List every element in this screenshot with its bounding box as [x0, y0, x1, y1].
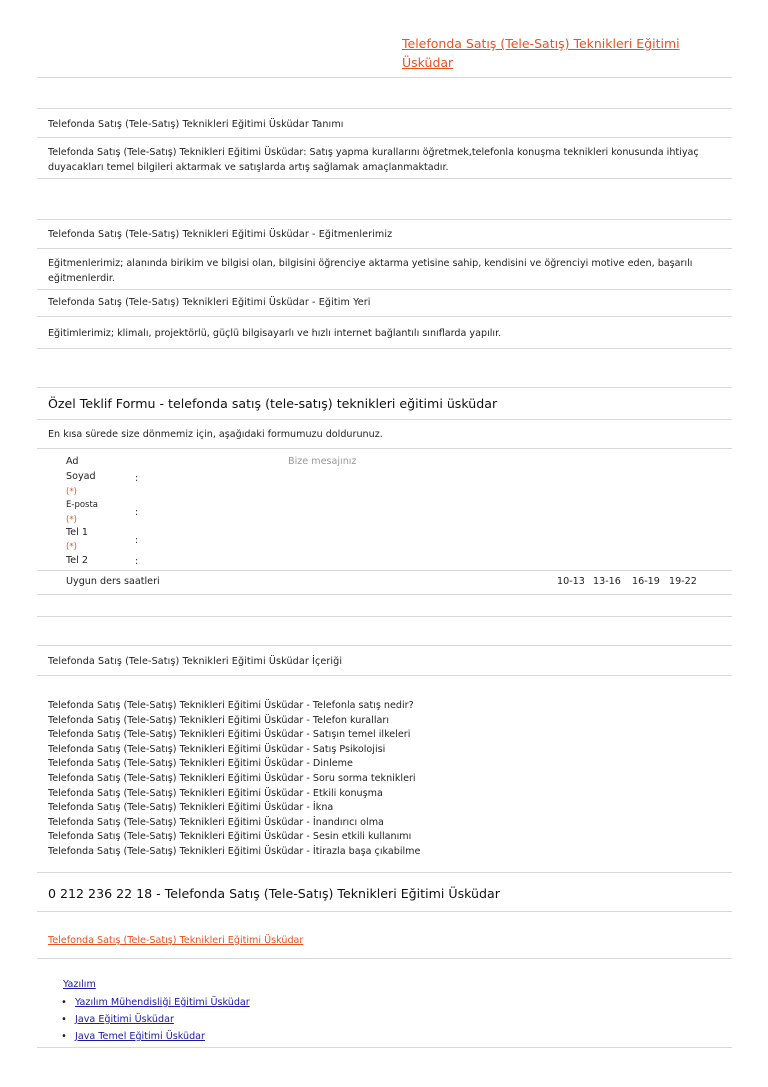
- list-item: [61, 1011, 250, 1028]
- location-title: Telefonda Satış (Tele-Satış) Teknikleri Eğitimi Üsküdar - Eğitim Yeri: [48, 297, 371, 308]
- phone-heading: 0 212 236 22 18 - Telefonda Satış (Tele-Satış) Teknikleri Eğitimi Üsküdar: [48, 886, 500, 901]
- divider: [37, 872, 732, 873]
- divider: [37, 108, 732, 109]
- footer-link[interactable]: Telefonda Satış (Tele-Satış) Teknikleri Eğitimi Üsküdar: [48, 935, 304, 946]
- divider: [37, 419, 732, 420]
- form-intro: En kısa sürede size dönmemiz için, aşağıdaki formumuzu doldurunuz.: [48, 429, 383, 440]
- divider: [37, 616, 732, 617]
- list-item: Telefonda Satış (Tele-Satış) Teknikleri Eğitimi Üsküdar - Telefonla satış nedir?: [48, 700, 414, 711]
- soyad-input[interactable]: :: [135, 473, 139, 484]
- related-link[interactable]: Yazılım Mühendisliği Eğitimi Üsküdar: [75, 997, 250, 1008]
- divider: [37, 675, 732, 676]
- bullet-icon: •: [61, 997, 67, 1008]
- divider: [37, 219, 732, 220]
- required-mark: (*): [66, 515, 77, 525]
- divider: [37, 594, 732, 595]
- tel1-input[interactable]: :: [135, 535, 139, 546]
- hour-slot-16-19[interactable]: 16-19: [632, 576, 660, 587]
- tel1-label: Tel 1: [66, 527, 88, 538]
- message-textarea[interactable]: Bize mesajınız: [288, 456, 357, 467]
- list-item: Telefonda Satış (Tele-Satış) Teknikleri Eğitimi Üsküdar - Dinleme: [48, 758, 353, 770]
- soyad-label: Soyad: [66, 471, 96, 482]
- divider: [37, 645, 732, 646]
- divider: [37, 178, 732, 179]
- tel2-input[interactable]: :: [135, 556, 139, 567]
- list-item: Telefonda Satış (Tele-Satış) Teknikleri Eğitimi Üsküdar - İnandırıcı olma: [48, 816, 384, 828]
- required-mark: (*): [66, 487, 77, 497]
- divider: [37, 316, 732, 317]
- divider: [37, 387, 732, 388]
- list-item: Telefonda Satış (Tele-Satış) Teknikleri Eğitimi Üsküdar - Sesin etkili kullanımı: [48, 831, 412, 843]
- instructors-text: Eğitmenlerimiz; alanında birikim ve bilgisi olan, bilgisini öğrenciye aktarma yetisine sahip, kendisini ve öğrenciyi motive eden, başarılı eğitmenlerdir.: [48, 258, 693, 284]
- tel2-label: Tel 2: [66, 555, 88, 566]
- list-item: Telefonda Satış (Tele-Satış) Teknikleri Eğitimi Üsküdar - Satışın temel ilkeleri: [48, 729, 411, 741]
- form-title: Özel Teklif Formu - telefonda satış (tele-satış) teknikleri eğitimi üsküdar: [48, 396, 498, 411]
- hour-slot-13-16[interactable]: 13-16: [593, 576, 621, 587]
- divider: [37, 77, 732, 78]
- list-item: Telefonda Satış (Tele-Satış) Teknikleri Eğitimi Üsküdar - Telefon kuralları: [48, 714, 389, 726]
- content-list: [48, 699, 420, 860]
- definition-text: Telefonda Satış (Tele-Satış) Teknikleri Eğitimi Üsküdar: Satış yapma kurallarını öğretmek,telefonla konuşma teknikleri konusunda ihtiyaç duyacakları temel bilgileri aktarmak ve satışlarda artış sağlamak amaçlanmaktadır.: [48, 147, 699, 173]
- required-mark: (*): [66, 542, 77, 552]
- top-title-link[interactable]: Telefonda Satış (Tele-Satış) Teknikleri Eğitimi Üsküdar: [402, 36, 680, 70]
- list-item: Telefonda Satış (Tele-Satış) Teknikleri Eğitimi Üsküdar - Soru sorma teknikleri: [48, 772, 416, 784]
- list-item: Telefonda Satış (Tele-Satış) Teknikleri Eğitimi Üsküdar - Etkili konuşma: [48, 787, 383, 799]
- divider: [37, 911, 732, 912]
- related-link[interactable]: Java Eğitimi Üsküdar: [75, 1014, 174, 1025]
- location-text: Eğitimlerimiz; klimalı, projektörlü, güçlü bilgisayarlı ve hızlı internet bağlantılı sınıflarda yapılır.: [48, 328, 502, 339]
- definition-title: Telefonda Satış (Tele-Satış) Teknikleri Eğitimi Üsküdar Tanımı: [48, 119, 344, 130]
- ad-label: Ad: [66, 456, 79, 467]
- divider: [37, 570, 732, 571]
- related-link[interactable]: Java Temel Eğitimi Üsküdar: [75, 1031, 205, 1042]
- divider: [37, 958, 732, 959]
- divider: [37, 1047, 732, 1048]
- divider: [37, 137, 732, 138]
- divider: [37, 448, 732, 449]
- divider: [37, 289, 732, 290]
- eposta-label: E-posta: [66, 500, 99, 510]
- divider: [37, 348, 732, 349]
- divider: [37, 248, 732, 249]
- hours-label: Uygun ders saatleri: [66, 576, 160, 587]
- bullet-icon: •: [61, 1031, 67, 1042]
- list-item: [61, 994, 250, 1011]
- content-title: Telefonda Satış (Tele-Satış) Teknikleri Eğitimi Üsküdar İçeriği: [48, 656, 343, 667]
- list-item: [61, 1028, 250, 1045]
- hour-slot-19-22[interactable]: 19-22: [669, 576, 697, 587]
- list-item: Telefonda Satış (Tele-Satış) Teknikleri Eğitimi Üsküdar - İtirazla başa çıkabilme: [48, 845, 421, 857]
- bullet-icon: •: [61, 1014, 67, 1025]
- eposta-input[interactable]: :: [135, 507, 139, 518]
- related-links: [61, 994, 250, 1045]
- list-item: Telefonda Satış (Tele-Satış) Teknikleri Eğitimi Üsküdar - Satış Psikolojisi: [48, 743, 386, 755]
- instructors-title: Telefonda Satış (Tele-Satış) Teknikleri Eğitimi Üsküdar - Eğitmenlerimiz: [48, 229, 393, 240]
- list-item: Telefonda Satış (Tele-Satış) Teknikleri Eğitimi Üsküdar - İkna: [48, 802, 334, 814]
- hour-slot-10-13[interactable]: 10-13: [557, 576, 585, 587]
- category-link[interactable]: Yazılım: [63, 979, 96, 990]
